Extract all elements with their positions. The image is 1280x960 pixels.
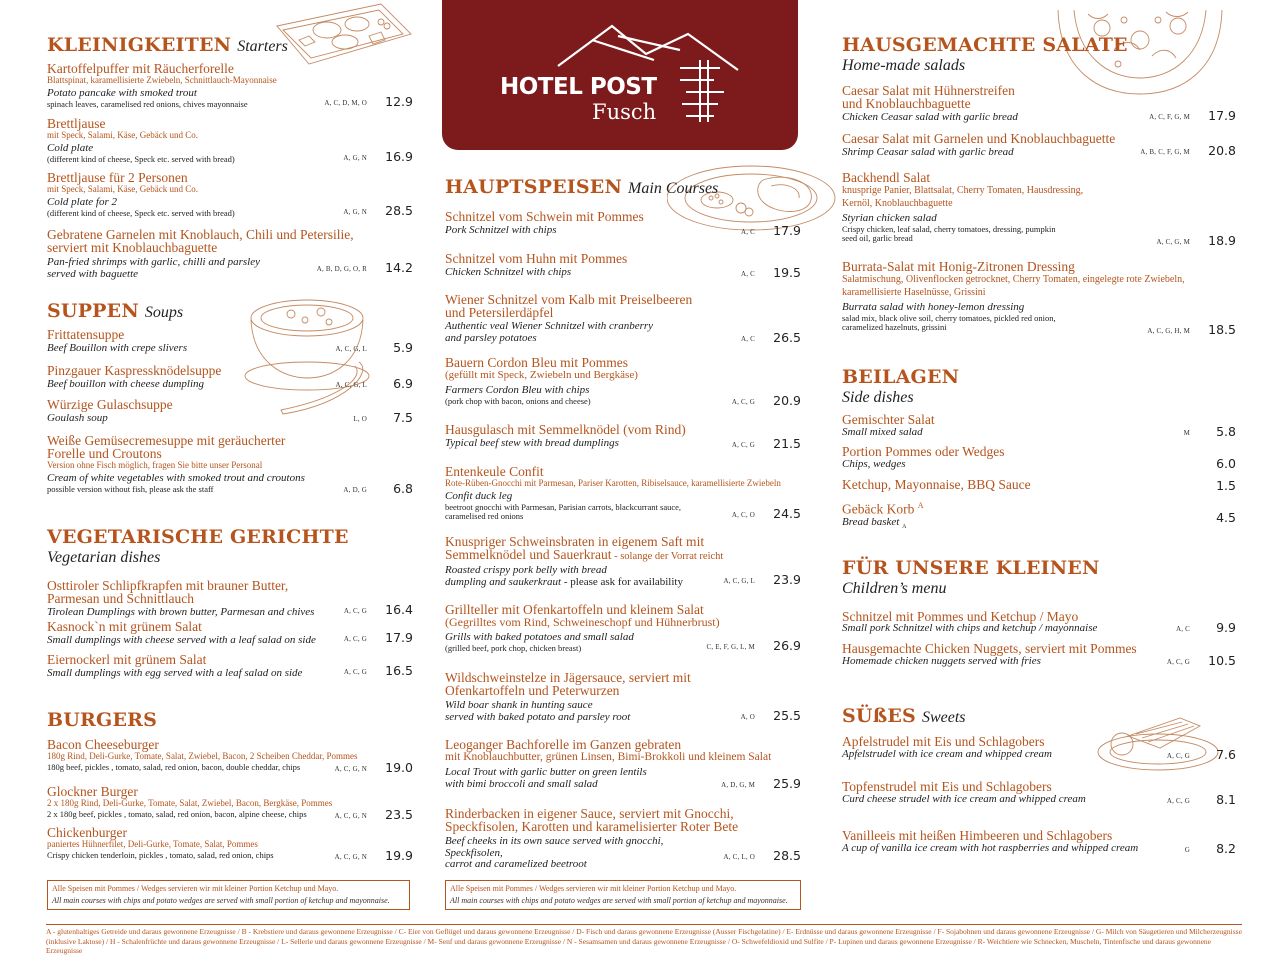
item-allergens: A, C, F, G, M (1149, 113, 1190, 121)
menu-item (47, 738, 413, 773)
item-name-en: Homemade chicken nuggets served with fries (842, 655, 1041, 667)
item-allergens: A, C, G, N (334, 765, 367, 773)
item-allergens: A, C (740, 270, 755, 278)
item-name-de: Weiße Gemüsecremesuppe mit geräucherter (47, 433, 286, 448)
footer-divider (46, 924, 1242, 925)
menu-item (842, 259, 1236, 337)
section-main-courses (445, 178, 801, 197)
item-name-de: Bauern Cordon Bleu mit Pommes (445, 355, 628, 370)
item-name-de: Hausgemachte Chicken Nuggets, serviert mit Pommes (842, 641, 1137, 656)
item-price: 12.9 (385, 94, 413, 109)
item-price: 16.9 (385, 149, 413, 164)
menu-item (842, 780, 1236, 806)
item-name-de-line2: und Knoblauchbaguette (842, 96, 971, 111)
item-name-de: Knuspriger Schweinsbraten in eigenem Saft mit (445, 534, 705, 549)
hotel-name: HOTEL POST (500, 74, 657, 100)
item-name-de-line2: Speckfisolen, Karotten und karamelisierter Roter Bete (445, 819, 739, 834)
item-name-de: Schnitzel mit Pommes und Ketchup / Mayo (842, 609, 1079, 624)
item-name-en: Potato pancake with smoked trout (47, 87, 197, 99)
item-allergens: A, C, D, M, O (324, 99, 367, 107)
item-name-de: Topfenstrudel mit Eis und Schlagobers (842, 779, 1052, 794)
item-allergens: A, O (740, 713, 755, 721)
menu-item (47, 579, 413, 619)
item-price: 8.1 (1216, 792, 1236, 807)
item-name-de: Eiernockerl mit grünem Salat (47, 652, 207, 667)
item-price: 19.0 (385, 760, 413, 775)
menu-item (445, 671, 801, 723)
item-price: 19.5 (773, 265, 801, 280)
item-name-en: Confit duck leg (445, 490, 513, 502)
availability-note-en: - please ask for availability (561, 575, 683, 588)
chips-notice-main (445, 880, 801, 910)
item-price: 17.9 (385, 630, 413, 645)
item-allergen-mark-en: A (902, 523, 907, 530)
item-ingredients: paniertes Hühnerfilet, Deli-Gurke, Tomate, Salat, Pommes (47, 839, 258, 849)
item-desc-en: and parsley potatoes (445, 331, 537, 344)
item-name-de: Wiener Schnitzel vom Kalb mit Preiselbeeren (445, 292, 693, 307)
item-allergens: A, C (740, 228, 755, 236)
item-price: 17.9 (773, 223, 801, 238)
item-name-en: Typical beef stew with bread dumplings (445, 437, 619, 449)
item-name-en: Chicken Ceasar salad with garlic bread (842, 111, 1018, 123)
item-allergens: A, G, N (343, 154, 367, 162)
item-name-en: Small dumplings with cheese served with a leaf salad on side (47, 634, 316, 646)
menu-item (842, 413, 1236, 439)
chips-notice (47, 880, 410, 910)
menu-item (445, 356, 801, 406)
section-soups (47, 302, 413, 321)
menu-item (47, 171, 413, 218)
item-name-en: 2 x 180g beef, pickles , tomato, salad, red onion, bacon, alpine cheese, chips (47, 809, 307, 819)
menu-item (47, 398, 413, 425)
item-desc-en-line2: seed oil, garlic bread (842, 233, 913, 243)
item-name-de-line2: serviert mit Knoblauchbaguette (47, 240, 218, 255)
item-ingredients: Blattspinat, karamellisierte Zwiebeln, Schnittlauch-Mayonnaise (47, 75, 277, 85)
item-desc-en-line2: caramelised red onions (445, 511, 524, 521)
item-price: 21.5 (773, 436, 801, 451)
item-name-en: Tirolean Dumplings with brown butter, Parmesan and chives (47, 606, 315, 618)
section-subtitle: Side dishes (842, 389, 914, 406)
item-allergens: A, C, G, N (334, 853, 367, 861)
item-name-de-line2: Semmelknödel und Sauerkraut (445, 547, 612, 562)
item-price: 5.8 (1216, 424, 1236, 439)
item-name-de: Vanilleeis mit heißen Himbeeren und Schlagobers (842, 828, 1113, 843)
item-ingredients: mit Speck, Salami, Käse, Gebäck und Co. (47, 184, 198, 194)
item-desc-en: (different kind of cheese, Speck etc. served with bread) (47, 207, 235, 218)
menu-item (842, 84, 1236, 124)
section-sweets (842, 707, 1236, 726)
item-name-en: Small mixed salad (842, 426, 923, 438)
item-name-de-line2: (Gegrilltes vom Rind, Schweineschopf und Hühnerbrust) (445, 615, 720, 629)
item-name-en: A cup of vanilla ice cream with hot raspberries and whipped cream (842, 842, 1139, 854)
section-title: HAUSGEMACHTE SALATE (842, 34, 1128, 56)
hotel-logo-banner (442, 0, 798, 150)
item-allergens: C, E, F, G, L, M (706, 643, 755, 651)
item-name-en: Authentic veal Wiener Schnitzel with cranberry (445, 320, 654, 332)
item-desc-en: served with baguette (47, 267, 139, 280)
menu-item (445, 807, 801, 871)
item-price: 6.9 (393, 376, 413, 391)
item-desc-en: dumpling and saukerkraut (445, 575, 562, 588)
item-name-de: Burrata-Salat mit Honig-Zitronen Dressing (842, 259, 1075, 274)
item-allergens: A, C, G, L (723, 577, 755, 585)
menu-item (445, 603, 801, 653)
item-name-en: Cream of white vegetables with smoked trout and croutons (47, 472, 305, 484)
item-name-en: Pan-fried shrimps with garlic, chilli and parsley (47, 256, 260, 268)
menu-item (445, 738, 801, 790)
item-name-en: Beef cheeks in its own sauce served with gnocchi, Speckfisolen, (445, 835, 664, 859)
item-name-en: Farmers Cordon Bleu with chips (445, 384, 590, 396)
item-allergens: A, B, C, F, G, M (1140, 148, 1190, 156)
section-subtitle: Main Courses (628, 180, 719, 197)
item-allergens: A, D, G (343, 486, 367, 494)
item-name-en: Small pork Schnitzel with chips and ketchup / mayonnaise (842, 622, 1098, 634)
item-desc-en: salad mix, black olive soil, cherry tomatoes, pickled red onion, (842, 312, 1056, 323)
item-name-de: Bacon Cheeseburger (47, 737, 159, 752)
section-title: HAUPTSPEISEN (445, 176, 623, 198)
item-name-de: Caesar Salat mit Garnelen und Knoblauchbaguette (842, 131, 1116, 146)
item-name-de-line2: mit Knoblauchbutter, grünen Linsen, Bimi-Brokkoli und kleinem Salat (445, 751, 772, 763)
menu-item (47, 228, 413, 280)
item-allergens: A, C (740, 335, 755, 343)
item-name-de: Glockner Burger (47, 784, 138, 799)
item-name-de: Wildschweinstelze in Jägersauce, serviert mit (445, 670, 691, 685)
menu-item (47, 117, 413, 164)
item-name-de: Schnitzel vom Huhn mit Pommes (445, 251, 628, 266)
item-allergens: A, C, G (731, 441, 755, 449)
item-allergens: A, C, G (1166, 658, 1190, 666)
item-desc-en-line2: caramelized hazelnuts, grissini (842, 322, 947, 332)
item-allergens: A, C, G (343, 635, 367, 643)
item-name-de: Gebäck Korb (842, 501, 915, 517)
item-allergens: L, O (353, 415, 367, 423)
item-price: 20.9 (773, 393, 801, 408)
section-title: VEGETARISCHE GERICHTE (47, 526, 349, 548)
availability-note-de: - solange der Vorrat reicht (611, 551, 724, 562)
item-price: 7.6 (1216, 747, 1236, 762)
item-name-de: Gemischter Salat (842, 412, 935, 427)
item-ingredients-line2: Kernöl, Knoblauchbaguette (842, 198, 953, 209)
menu-item (445, 423, 801, 450)
item-allergens: A, C, G, N (334, 812, 367, 820)
section-title: SUPPEN (47, 300, 139, 322)
item-price: 8.2 (1216, 841, 1236, 856)
section-salads (842, 36, 1236, 74)
item-name-en: Goulash soup (47, 412, 108, 424)
section-title: BEILAGEN (842, 366, 960, 388)
item-price: 7.5 (393, 410, 413, 425)
item-ingredients: Salatmischung, Olivenflocken getrocknet, Cherry Tomaten, eingelegte rote Zwiebeln, (842, 274, 1185, 285)
menu-item (445, 210, 801, 237)
item-desc-en: possible version without fish, please ask the staff (47, 483, 214, 494)
menu-item (842, 499, 1236, 533)
menu-item (47, 620, 413, 647)
section-children (842, 559, 1236, 597)
item-name-en: Chips, wedges (842, 458, 906, 470)
item-name-de: Kasnock`n mit grünem Salat (47, 619, 202, 634)
item-desc-en: (grilled beef, pork chop, chicken breast) (445, 642, 582, 653)
item-name-de: Gebratene Garnelen mit Knoblauch, Chili und Petersilie, (47, 227, 354, 242)
item-allergens: A, D, G, M (721, 781, 755, 789)
menu-item (842, 735, 1236, 761)
section-title: FÜR UNSERE KLEINEN (842, 557, 1100, 579)
menu-item (842, 445, 1236, 471)
item-price: 17.9 (1208, 108, 1236, 123)
item-price: 25.9 (773, 776, 801, 791)
item-name-de: Leoganger Bachforelle im Ganzen gebraten (445, 737, 682, 752)
chips-notice-en: All main courses with chips and potato wedges are served with small portion of ketchup and mayonnaise. (52, 896, 390, 905)
item-name-en: Shrimp Ceasar salad with garlic bread (842, 146, 1014, 158)
section-title: KLEINIGKEITEN (47, 34, 232, 56)
item-price: 16.5 (385, 663, 413, 678)
item-price: 4.5 (1216, 510, 1236, 525)
item-price: 18.5 (1208, 322, 1236, 337)
menu-item (842, 610, 1236, 635)
item-name-en: Styrian chicken salad (842, 212, 937, 224)
item-name-de: Chickenburger (47, 825, 127, 840)
item-price: 19.9 (385, 848, 413, 863)
item-name-en: Roasted crispy pork belly with bread (445, 564, 607, 576)
item-name-en: Grills with baked potatoes and small salad (445, 631, 634, 643)
item-price: 9.9 (1216, 620, 1236, 635)
item-ingredients: 2 x 180g Rind, Deli-Gurke, Tomate, Salat, Zwiebel, Bacon, Bergkäse, Pommes (47, 798, 333, 808)
item-allergens: A, B, D, G, O, R (316, 265, 367, 273)
menu-item (842, 642, 1236, 668)
item-desc-en: (different kind of cheese, Speck etc. served with bread) (47, 153, 235, 164)
item-allergens: A, C, G, L (335, 381, 367, 389)
item-allergens: A, C, G (731, 398, 755, 406)
menu-item (445, 293, 801, 344)
item-name-de: Rinderbacken in eigener Sauce, serviert mit Gnocchi, (445, 806, 734, 821)
item-name-en: Apfelstrudel with ice cream and whipped cream (842, 748, 1052, 760)
item-name-de: Brettljause (47, 116, 106, 131)
section-burgers (47, 711, 413, 730)
menu-item (47, 826, 413, 861)
section-sides (842, 368, 1236, 406)
item-name-en: Small dumplings with egg served with a leaf salad on side (47, 667, 303, 679)
item-allergens: A, G, N (343, 208, 367, 216)
item-allergens: A, C, G (1166, 797, 1190, 805)
item-name-de: Apfelstrudel mit Eis und Schlagobers (842, 734, 1045, 749)
item-name-de: Kartoffelpuffer mit Räucherforelle (47, 61, 234, 76)
item-name-de: Würzige Gulaschsuppe (47, 397, 173, 412)
item-price: 28.5 (773, 848, 801, 863)
section-vegetarian (47, 528, 413, 566)
item-ingredients-line2: karamellisierte Haselnüsse, Grissini (842, 287, 986, 298)
item-allergens: G (1184, 846, 1190, 854)
item-allergens: A, C, G (343, 607, 367, 615)
menu-item (445, 465, 801, 522)
menu-item (842, 170, 1236, 248)
section-starters (47, 36, 413, 55)
item-price: 1.5 (1216, 478, 1236, 493)
item-name-de: Brettljause für 2 Personen (47, 170, 188, 185)
item-name-de: Backhendl Salat (842, 170, 931, 185)
item-price: 16.4 (385, 602, 413, 617)
item-price: 18.9 (1208, 233, 1236, 248)
menu-item (47, 328, 413, 355)
item-name-en: Cold plate (47, 142, 94, 154)
item-desc-en: with bimi broccoli and small salad (445, 777, 598, 790)
item-name-de: Grillteller mit Ofenkartoffeln und kleinem Salat (445, 602, 704, 617)
item-price: 6.8 (393, 481, 413, 496)
menu-item (47, 653, 413, 680)
item-name-de: Osttiroler Schlipfkrapfen mit brauner Butter, (47, 578, 289, 593)
item-name-de-line2: Parmesan und Schnittlauch (47, 591, 194, 606)
item-name-de-line2: Forelle und Croutons (47, 446, 162, 461)
item-allergens: A, C, O (731, 511, 755, 519)
item-name-en: Beef bouillon with cheese dumpling (47, 378, 205, 390)
menu-item (842, 478, 1236, 491)
item-name-en: Pork Schnitzel with chips (445, 224, 557, 236)
item-allergens: A, C, G, L (335, 345, 367, 353)
menu-item (47, 62, 413, 109)
item-name-en: Chicken Schnitzel with chips (445, 266, 572, 278)
item-allergens: A, C, G, H, M (1147, 327, 1190, 335)
item-allergens: A, C, G, M (1156, 238, 1190, 246)
item-allergen-mark: A (917, 501, 924, 510)
item-name-de: Hausgulasch mit Semmelknödel (vom Rind) (445, 422, 686, 437)
item-name-de-line2: (gefüllt mit Speck, Zwiebeln und Bergkäse) (445, 369, 638, 381)
item-name-de: Pinzgauer Kaspressknödelsuppe (47, 363, 222, 378)
item-price: 23.5 (385, 807, 413, 822)
item-price: 26.9 (773, 638, 801, 653)
item-price: 5.9 (393, 340, 413, 355)
item-price: 20.8 (1208, 143, 1236, 158)
item-allergens: M (1183, 429, 1190, 437)
chips-notice-en: All main courses with chips and potato wedges are served with small portion of ketchup and mayonnaise. (450, 896, 788, 905)
item-allergens: A, C, G (1166, 752, 1190, 760)
item-desc-en: Crispy chicken, leaf salad, cherry tomatoes, dressing, pumpkin (842, 223, 1056, 234)
chips-notice-de: Alle Speisen mit Pommes / Wedges servieren wir mit kleiner Portion Ketchup und Mayo. (52, 884, 339, 893)
item-name-de: Portion Pommes oder Wedges (842, 444, 1005, 459)
item-name-de: Caesar Salat mit Hühnerstreifen (842, 83, 1015, 98)
menu-item (47, 434, 413, 494)
item-name-de-line2: Ofenkartoffeln und Peterwurzen (445, 683, 620, 698)
item-allergens: A, C, L, O (723, 853, 755, 861)
section-subtitle: Starters (237, 38, 288, 55)
item-price: 14.2 (385, 260, 413, 275)
item-name-de: Frittatensuppe (47, 327, 125, 342)
item-name-de: Ketchup, Mayonnaise, BBQ Sauce (842, 477, 1031, 492)
item-name-en: Burrata salad with honey-lemon dressing (842, 301, 1025, 313)
item-desc-en: served with baked potato and parsley root (445, 710, 631, 723)
item-name-de-line2: und Petersilerdäpfel (445, 305, 554, 320)
item-ingredients: knusprige Panier, Blattsalat, Cherry Tomaten, Hausdressing, (842, 185, 1084, 196)
menu-item (842, 132, 1236, 159)
item-ingredients: 180g Rind, Deli-Gurke, Tomate, Salat, Zwiebel, Bacon, 2 Scheiben Cheddar, Pommes (47, 751, 358, 761)
section-subtitle: Home-made salads (842, 57, 966, 74)
allergen-legend: A - glutenhaltiges Getreide und daraus gewonnene Erzeugnisse / B - Krebstiere und daraus gewonnene Erzeugnisse / C- Eier von Geflügel und daraus gewonnene Erzeugnisse / D- Fisch und daraus gewonnene Erzeugnisse (Ausser Fischgelatine) / E- Erdnüsse und daraus gewonnene Erzeugnisse / F- Sojabohnen und daraus gewonnene Erzeugnisse / G- Milch von Säugetieren und Milcherzeugnisse (inklusive Laktose) / H - Schalenfrüchte und daraus gewonnene Erzeugnisse / L- Sellerie und daraus gewonnene Erzeugnisse / M- Senf und daraus gewonnene Erzeugnisse / N - Sesamsamen und daraus gewonnene Erzeugnisse / O- Schwefeldioxid und Sulfite / P- Lupinen und daraus gewonnene Erzeugnisse / R- Weichtiere wie Schnecken, Muscheln, Tintenfische und daraus gewonnene Erzeugnisse (46, 927, 1242, 955)
item-price: 24.5 (773, 506, 801, 521)
item-desc-en: (pork chop with bacon, onions and cheese) (445, 395, 591, 406)
item-name-en: Curd cheese strudel with ice cream and whipped cream (842, 793, 1086, 805)
item-desc-en: carrot and caramelized beetroot (445, 858, 587, 870)
item-price: 23.9 (773, 572, 801, 587)
menu-item (47, 364, 413, 391)
item-name-en: Crispy chicken tenderloin, pickles , tomato, salad, red onion, chips (47, 850, 274, 860)
menu-item (47, 785, 413, 820)
item-desc-en: spinach leaves, caramelised red onions, chives mayonnaise (47, 98, 248, 109)
item-name-de: Schnitzel vom Schwein mit Pommes (445, 209, 644, 224)
item-ingredients: mit Speck, Salami, Käse, Gebäck und Co. (47, 130, 198, 140)
menu-item (842, 829, 1236, 855)
section-subtitle: Soups (144, 304, 184, 321)
item-name-en: Beef Bouillon with crepe slivers (47, 342, 188, 354)
item-ingredients: Rote-Rüben-Gnocchi mit Parmesan, Pariser Karotten, Ribiselsauce, karamellisierte Zwiebeln (445, 478, 781, 488)
chips-notice-de: Alle Speisen mit Pommes / Wedges servieren wir mit kleiner Portion Ketchup und Mayo. (450, 884, 737, 893)
menu-item (445, 252, 801, 279)
item-name-en: Wild boar shank in hunting sauce (445, 699, 593, 711)
item-name-en: Cold plate for 2 (47, 196, 117, 208)
section-subtitle: Children’s menu (842, 580, 947, 597)
item-ingredients: Version ohne Fisch möglich, fragen Sie bitte unser Personal (47, 460, 263, 470)
item-price: 10.5 (1208, 653, 1236, 668)
item-price: 28.5 (385, 203, 413, 218)
item-name-en: Bread basket (842, 515, 900, 528)
section-subtitle: Sweets (921, 709, 966, 726)
hotel-location: Fusch (592, 100, 657, 124)
section-title: BURGERS (47, 709, 158, 731)
item-price: 25.5 (773, 708, 801, 723)
item-price: 6.0 (1216, 456, 1236, 471)
item-desc-en: beetroot gnocchi with Parmesan, Parisian carrots, blackcurrant sauce, (445, 501, 682, 512)
charcuterie-board-illustration (269, 0, 419, 68)
item-name-en: 180g beef, pickles , tomato, salad, red onion, bacon, double cheddar, chips (47, 762, 301, 772)
item-name-de: Entenkeule Confit (445, 464, 544, 479)
section-subtitle: Vegetarian dishes (47, 549, 161, 566)
item-price: 26.5 (773, 330, 801, 345)
item-name-en: Local Trout with garlic butter on green lentils (445, 766, 647, 778)
item-allergens: A, C, G (343, 668, 367, 676)
section-title: SÜßES (842, 705, 916, 727)
item-allergens: A, C (1175, 625, 1190, 633)
menu-item (445, 535, 801, 588)
